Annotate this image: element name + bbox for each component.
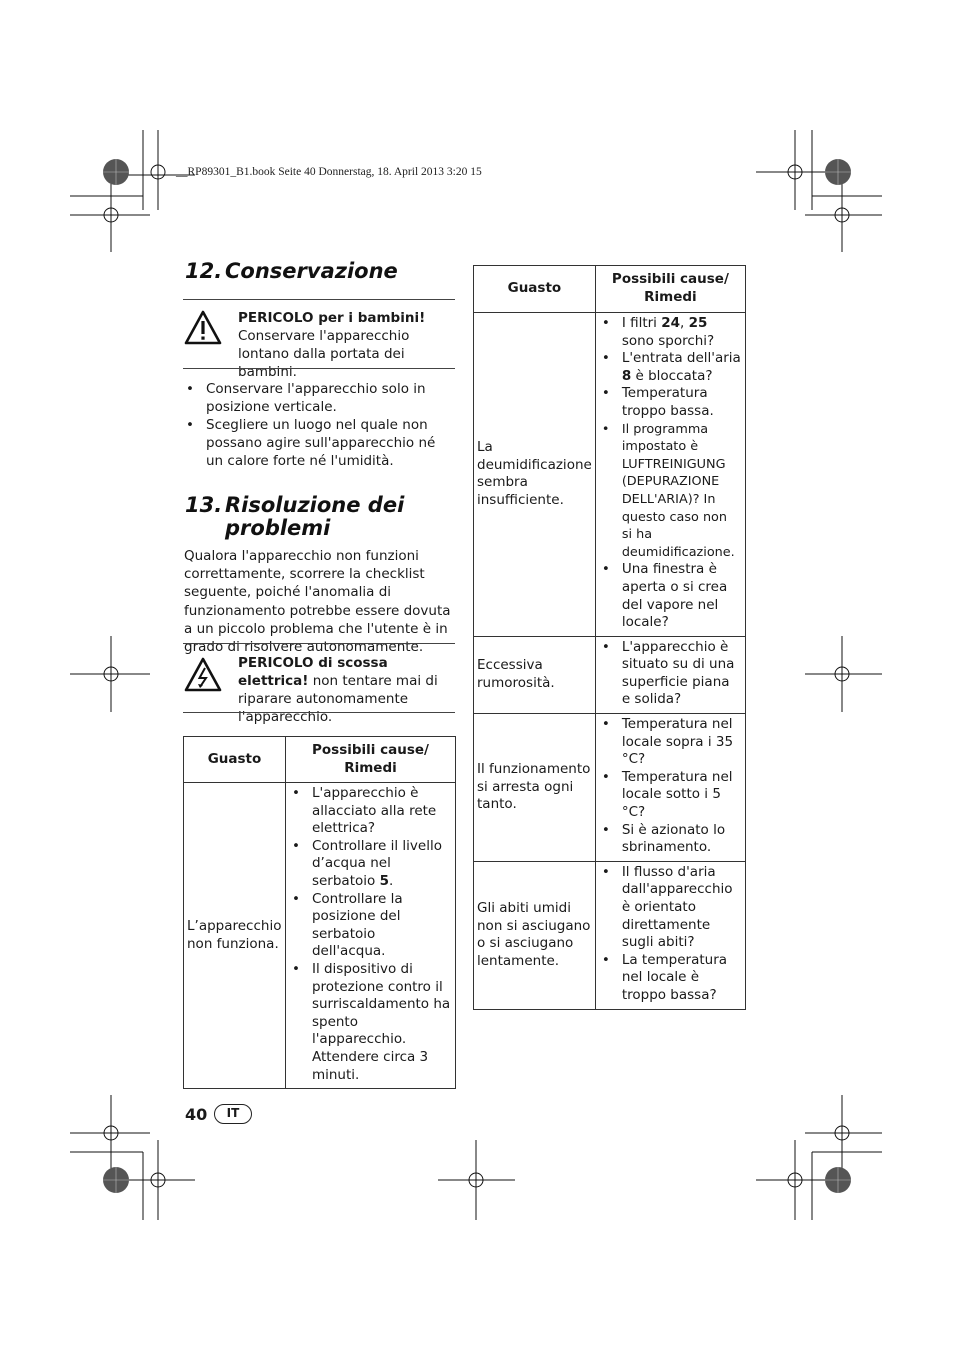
divider: [183, 299, 455, 300]
fault-cell: Eccessiva rumorosità.: [474, 636, 596, 713]
table-header-causes-line1: Possibili cause/: [611, 271, 729, 288]
list-item: [600, 315, 741, 350]
divider: [183, 643, 455, 644]
list-item: • Una finestra è aperta o si crea del vapore nel locale?: [600, 561, 741, 631]
list-item: • Si è azionato lo sbrinamento.: [600, 822, 741, 857]
storage-list: [184, 380, 456, 470]
divider: [183, 712, 455, 713]
causes-cell: [595, 636, 745, 713]
warning-triangle-icon: [184, 310, 222, 345]
section-13-number: 13.: [185, 493, 223, 517]
table-header-causes: [285, 737, 455, 783]
table-header-fault: Guasto: [474, 266, 596, 313]
child-warning-text: Conservare l'apparecchio lontano dalla portata dei bambini.: [238, 328, 410, 380]
table-header-causes: [595, 266, 745, 313]
electric-warning-text: non tentare mai di riparare autonomamente l'apparecchio.: [238, 673, 438, 725]
table-row: [474, 636, 746, 713]
divider: [183, 368, 455, 369]
table-header-fault: Guasto: [184, 737, 286, 783]
list-item: • Il programma impostato è LUFTREINIGUNG (DEPURAZIONE DELL'ARIA)? In questo caso non si ha deumidificazione.: [600, 421, 741, 562]
fault-cell: Il funzionamento si arresta ogni tanto.: [474, 714, 596, 862]
electric-warning-label: PERICOLO di scossa elettrica!: [238, 655, 388, 689]
fault-cell: La deumidificazione sembra insufficiente.: [474, 313, 596, 637]
file-header: __RP89301_B1.book Seite 40 Donnerstag, 18. April 2013 3:20 15: [176, 166, 482, 178]
list-item: • Temperatura troppo bassa.: [600, 385, 741, 420]
filter-ref-b: 25: [688, 315, 708, 331]
list-item: • Il dispositivo di protezione contro il surriscaldamento ha spento l'apparecchio. Attendere circa 3 minuti.: [290, 961, 451, 1084]
filter-sep: ,: [680, 315, 689, 331]
list-item: • Scegliere un luogo nel quale non possano agire sull'apparecchio né un calore forte né l'umidità.: [184, 416, 456, 470]
list-item: • Conservare l'apparecchio solo in posizione verticale.: [184, 380, 456, 416]
page-number: 40: [185, 1105, 208, 1124]
table-row: [184, 783, 456, 1089]
causes-cell: [595, 714, 745, 862]
table-row: [474, 714, 746, 862]
filter-prefix: I filtri: [621, 315, 662, 331]
electric-shock-icon: [184, 657, 222, 692]
tank-level-text: Controllare il livello d’acqua nel serbatoio: [311, 837, 442, 889]
list-item: • L'apparecchio è situato su di una superficie piana e solida?: [600, 639, 741, 709]
table-header-causes-line1: Possibili cause/: [312, 741, 429, 758]
troubleshooting-table-left: [183, 736, 456, 1089]
section-12-title: Conservazione: [225, 259, 398, 283]
causes-cell: [285, 783, 455, 1089]
electric-warning: [238, 654, 456, 726]
inlet-ref: 8: [621, 367, 632, 384]
child-warning: [238, 309, 456, 381]
table-header-causes-line2: Rimedi: [644, 289, 697, 305]
table-header-causes-line2: Rimedi: [344, 759, 397, 776]
table-row: [474, 313, 746, 637]
troubleshooting-table-right: [473, 265, 746, 1010]
language-badge: IT: [214, 1104, 252, 1124]
section-13-title-line1: Risoluzione dei: [225, 493, 405, 517]
list-item: • Il flusso d'aria dall'apparecchio è orientato direttamente sugli abiti?: [600, 864, 741, 952]
child-warning-label: PERICOLO per i bambini!: [238, 310, 426, 326]
list-item: [600, 350, 741, 385]
causes-cell: [595, 313, 745, 637]
list-item: • Temperatura nel locale sopra i 35 °C?: [600, 716, 741, 769]
list-item: • L'apparecchio è allacciato alla rete elettrica?: [290, 785, 451, 838]
causes-cell: [595, 861, 745, 1009]
fault-cell: L’apparecchio non funziona.: [184, 783, 286, 1089]
section-12-heading: [185, 260, 398, 283]
list-item: • Temperatura nel locale sotto i 5 °C?: [600, 769, 741, 822]
inlet-suffix: è bloccata?: [631, 367, 713, 384]
section-13-heading: [185, 494, 404, 540]
filter-ref-a: 24: [661, 315, 681, 331]
tank-ref: 5: [379, 872, 389, 889]
section-13-intro: Qualora l'apparecchio non funzioni correttamente, scorrere la checklist seguente, poiché l'anomalia di funzionamento potrebbe essere dovuta a un piccolo problema che l'utente è in grado di risolvere autonomamente.: [184, 548, 451, 656]
table-row: [474, 861, 746, 1009]
list-item: • La temperatura nel locale è troppo bassa?: [600, 952, 741, 1005]
fault-cell: Gli abiti umidi non si asciugano o si asciugano lentamente.: [474, 861, 596, 1009]
section-12-number: 12.: [185, 259, 223, 283]
section-13-title-line2: problemi: [225, 516, 331, 540]
filter-suffix: sono sporchi?: [621, 332, 715, 349]
list-item: • Controllare il livello d’acqua nel serbatoio 5.: [290, 838, 451, 891]
list-item: • Controllare la posizione del serbatoio dell'acqua.: [290, 891, 451, 961]
inlet-prefix: L'entrata dell'aria: [621, 350, 741, 367]
